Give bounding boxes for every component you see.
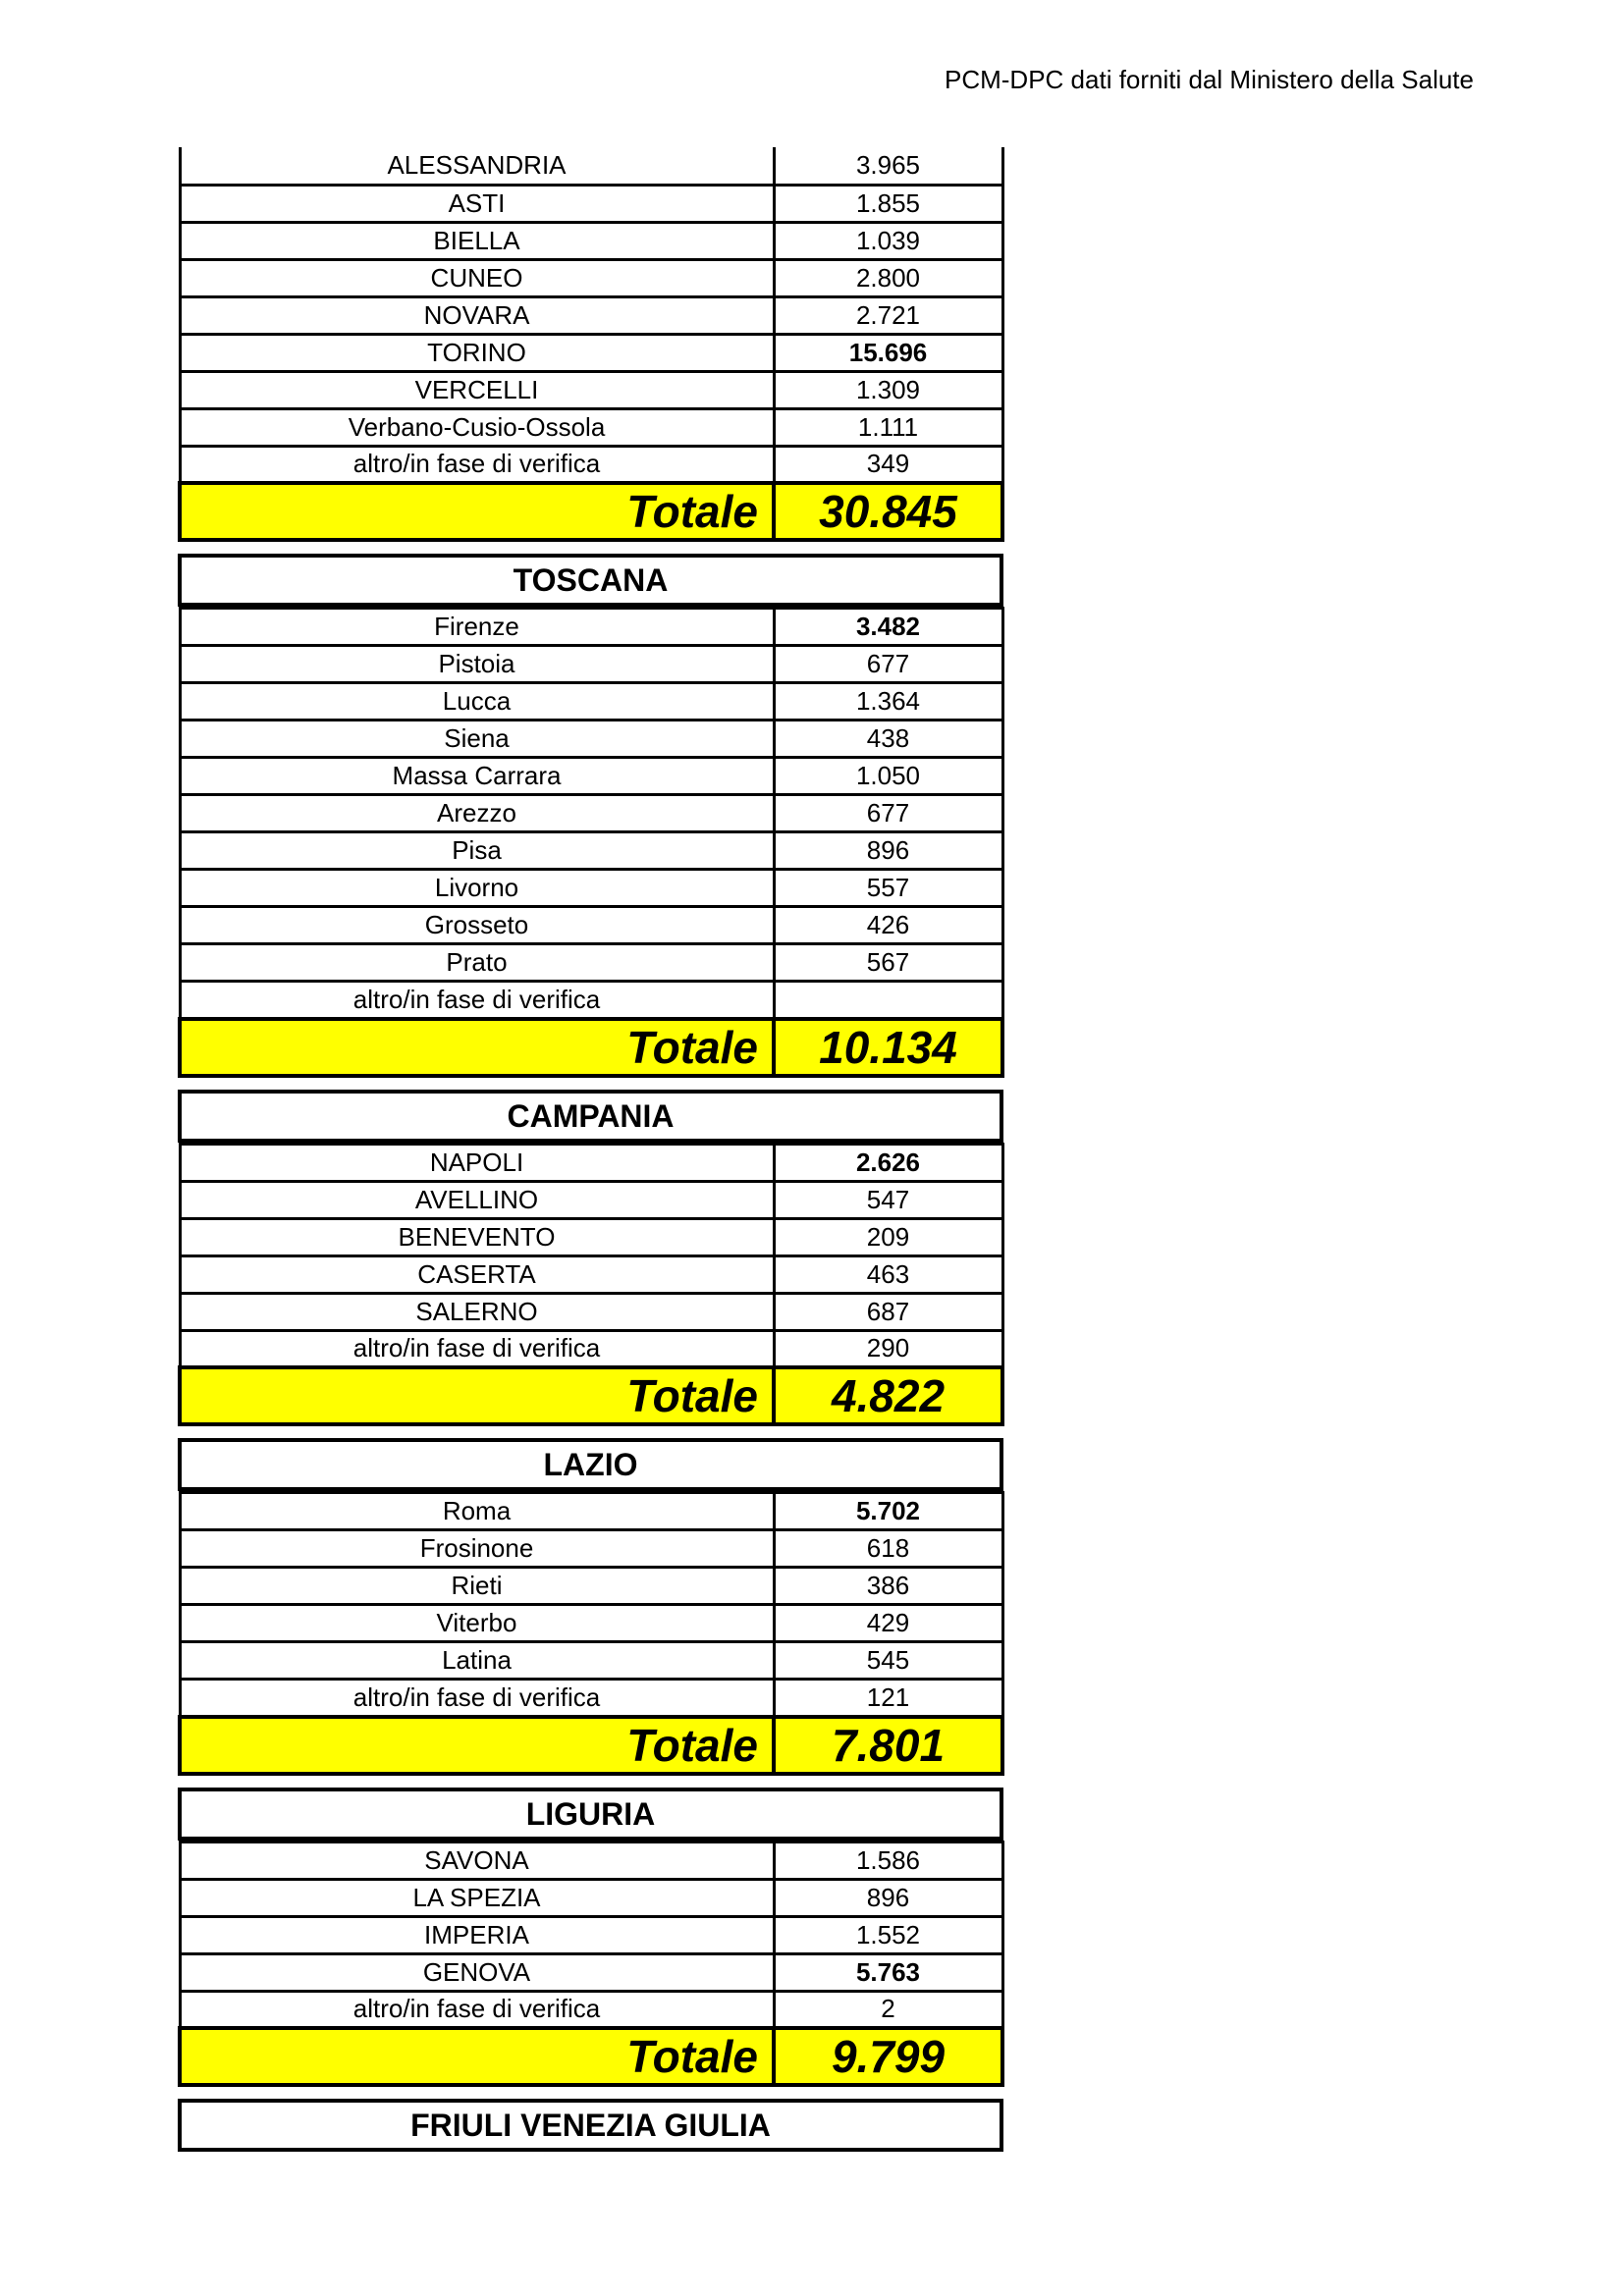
province-value: 3.965 — [774, 147, 1002, 185]
table-row — [180, 1605, 1002, 1642]
region-table-piemonte — [178, 147, 1004, 542]
province-name: BENEVENTO — [180, 1218, 774, 1255]
province-name: Lucca — [180, 683, 774, 721]
province-value: 121 — [774, 1680, 1002, 1717]
province-value: 5.763 — [774, 1953, 1002, 1991]
total-value: 7.801 — [774, 1717, 1002, 1774]
province-value: 618 — [774, 1530, 1002, 1568]
region-title-lazio: LAZIO — [178, 1438, 1003, 1491]
table-row — [180, 683, 1002, 721]
table-row — [180, 334, 1002, 371]
province-value: 687 — [774, 1293, 1002, 1330]
total-value: 4.822 — [774, 1367, 1002, 1424]
province-value: 1.039 — [774, 222, 1002, 259]
table-row — [180, 1493, 1002, 1530]
table-row — [180, 982, 1002, 1019]
province-value: 209 — [774, 1218, 1002, 1255]
table-row — [180, 1916, 1002, 1953]
table-row — [180, 721, 1002, 758]
province-value: 2 — [774, 1991, 1002, 2028]
table-row — [180, 1680, 1002, 1717]
table-row — [180, 371, 1002, 408]
total-row — [180, 483, 1002, 540]
table-row — [180, 870, 1002, 907]
province-name: Siena — [180, 721, 774, 758]
province-value: 438 — [774, 721, 1002, 758]
province-name: GENOVA — [180, 1953, 774, 1991]
province-value: 545 — [774, 1642, 1002, 1680]
table-row — [180, 1642, 1002, 1680]
table-row — [180, 296, 1002, 334]
province-value: 463 — [774, 1255, 1002, 1293]
total-row — [180, 1717, 1002, 1774]
table-row — [180, 609, 1002, 646]
province-value: 1.111 — [774, 408, 1002, 446]
total-label: Totale — [180, 1717, 774, 1774]
province-value: 290 — [774, 1330, 1002, 1367]
region-title-campania: CAMPANIA — [178, 1090, 1003, 1143]
province-value: 1.855 — [774, 185, 1002, 222]
province-name: ASTI — [180, 185, 774, 222]
table-row — [180, 1991, 1002, 2028]
province-name: NOVARA — [180, 296, 774, 334]
table-row — [180, 646, 1002, 683]
province-value: 557 — [774, 870, 1002, 907]
province-name: AVELLINO — [180, 1181, 774, 1218]
total-label: Totale — [180, 1367, 774, 1424]
province-value: 5.702 — [774, 1493, 1002, 1530]
province-name: altro/in fase di verifica — [180, 446, 774, 483]
province-name: Latina — [180, 1642, 774, 1680]
province-value: 547 — [774, 1181, 1002, 1218]
region-table-liguria — [178, 1841, 1004, 2088]
province-name: Pisa — [180, 832, 774, 870]
province-name: IMPERIA — [180, 1916, 774, 1953]
table-row — [180, 758, 1002, 795]
province-value: 1.552 — [774, 1916, 1002, 1953]
table-row — [180, 907, 1002, 944]
province-value: 426 — [774, 907, 1002, 944]
total-label: Totale — [180, 1019, 774, 1076]
province-name: Frosinone — [180, 1530, 774, 1568]
total-row — [180, 1367, 1002, 1424]
region-table-toscana — [178, 607, 1004, 1078]
region-title-liguria: LIGURIA — [178, 1788, 1003, 1841]
province-value: 2.626 — [774, 1144, 1002, 1181]
region-table-lazio — [178, 1491, 1004, 1776]
table-row — [180, 1181, 1002, 1218]
total-value: 30.845 — [774, 483, 1002, 540]
table-row — [180, 944, 1002, 982]
table-row — [180, 185, 1002, 222]
total-value: 10.134 — [774, 1019, 1002, 1076]
table-row — [180, 795, 1002, 832]
province-value: 429 — [774, 1605, 1002, 1642]
province-name: TORINO — [180, 334, 774, 371]
province-name: CASERTA — [180, 1255, 774, 1293]
table-row — [180, 1953, 1002, 1991]
regions-container — [178, 147, 1003, 2152]
province-name: SALERNO — [180, 1293, 774, 1330]
table-row — [180, 147, 1002, 185]
province-value: 386 — [774, 1568, 1002, 1605]
province-name: Massa Carrara — [180, 758, 774, 795]
province-value: 567 — [774, 944, 1002, 982]
table-row — [180, 408, 1002, 446]
province-name: LA SPEZIA — [180, 1879, 774, 1916]
province-value: 896 — [774, 1879, 1002, 1916]
province-value: 896 — [774, 832, 1002, 870]
province-name: ALESSANDRIA — [180, 147, 774, 185]
province-name: SAVONA — [180, 1842, 774, 1879]
province-value: 677 — [774, 646, 1002, 683]
page-header: PCM-DPC dati forniti dal Ministero della Salute — [945, 65, 1474, 94]
province-value: 1.050 — [774, 758, 1002, 795]
table-row — [180, 1530, 1002, 1568]
province-name: Arezzo — [180, 795, 774, 832]
table-row — [180, 832, 1002, 870]
total-row — [180, 2028, 1002, 2085]
table-row — [180, 222, 1002, 259]
province-name: BIELLA — [180, 222, 774, 259]
table-row — [180, 1330, 1002, 1367]
total-label: Totale — [180, 483, 774, 540]
province-name: altro/in fase di verifica — [180, 1680, 774, 1717]
table-row — [180, 446, 1002, 483]
table-row — [180, 259, 1002, 296]
province-name: altro/in fase di verifica — [180, 1330, 774, 1367]
province-value — [774, 982, 1002, 1019]
province-value: 1.586 — [774, 1842, 1002, 1879]
province-value: 1.364 — [774, 683, 1002, 721]
province-name: VERCELLI — [180, 371, 774, 408]
table-row — [180, 1293, 1002, 1330]
province-value: 15.696 — [774, 334, 1002, 371]
province-value: 2.721 — [774, 296, 1002, 334]
province-name: Prato — [180, 944, 774, 982]
region-title-toscana: TOSCANA — [178, 554, 1003, 607]
region-title-friuli-venezia-giulia: FRIULI VENEZIA GIULIA — [178, 2099, 1003, 2152]
province-name: Livorno — [180, 870, 774, 907]
province-name: Pistoia — [180, 646, 774, 683]
table-row — [180, 1255, 1002, 1293]
province-name: NAPOLI — [180, 1144, 774, 1181]
province-name: Viterbo — [180, 1605, 774, 1642]
table-row — [180, 1144, 1002, 1181]
province-value: 677 — [774, 795, 1002, 832]
province-value: 349 — [774, 446, 1002, 483]
province-name: altro/in fase di verifica — [180, 1991, 774, 2028]
total-value: 9.799 — [774, 2028, 1002, 2085]
province-value: 3.482 — [774, 609, 1002, 646]
province-name: Roma — [180, 1493, 774, 1530]
province-name: Rieti — [180, 1568, 774, 1605]
table-row — [180, 1879, 1002, 1916]
province-name: Grosseto — [180, 907, 774, 944]
province-value: 2.800 — [774, 259, 1002, 296]
table-row — [180, 1218, 1002, 1255]
province-name: Firenze — [180, 609, 774, 646]
province-name: CUNEO — [180, 259, 774, 296]
total-label: Totale — [180, 2028, 774, 2085]
table-row — [180, 1842, 1002, 1879]
table-row — [180, 1568, 1002, 1605]
province-value: 1.309 — [774, 371, 1002, 408]
province-name: altro/in fase di verifica — [180, 982, 774, 1019]
total-row — [180, 1019, 1002, 1076]
province-name: Verbano-Cusio-Ossola — [180, 408, 774, 446]
region-table-campania — [178, 1143, 1004, 1427]
